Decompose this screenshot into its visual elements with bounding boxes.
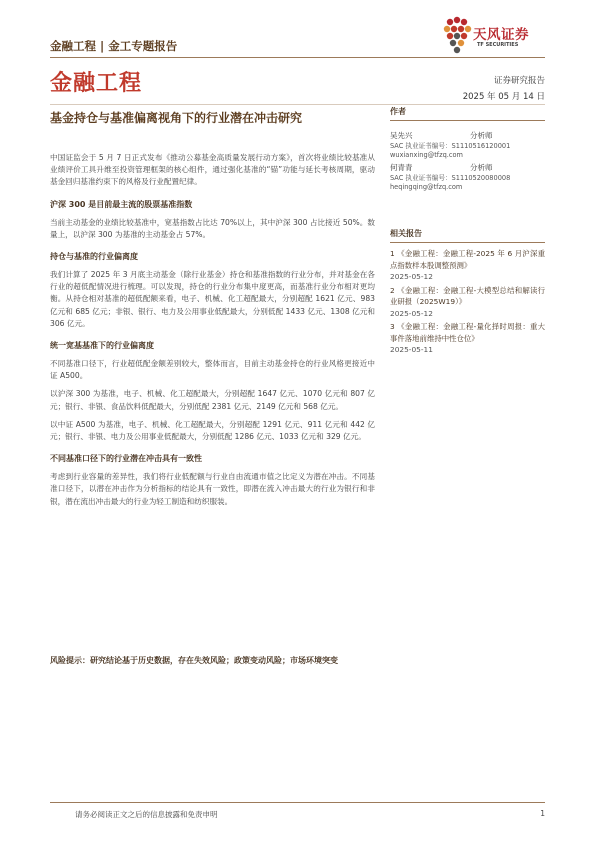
related-report-date: 2025-05-12	[390, 272, 433, 281]
section-paragraph: 不同基准口径下，行业超低配金额差别较大，整体而言，目前主动基金持仓的行业风格更接近中证 A500。	[50, 359, 375, 381]
related-report-date: 2025-05-12	[390, 308, 433, 318]
authors-heading: 作者	[390, 107, 406, 116]
related-report-link[interactable]: 3 《金融工程：金融工程-量化择时周报：重大事件落地前维持中性仓位》	[390, 322, 545, 343]
doc-date: 2025 年 05 月 14 日	[462, 92, 545, 102]
logo-text-en: TF SECURITIES	[477, 42, 519, 48]
author-email[interactable]: wuxianxing@tfzq.com	[390, 150, 463, 159]
related-report-link[interactable]: 2 《金融工程：金融工程-大模型总结和解读行业研报（2025W19）》	[390, 285, 545, 306]
title-divider	[50, 104, 545, 105]
related-heading: 相关报告	[390, 229, 422, 238]
intro-paragraph: 中国证监会于 5 月 7 日正式发布《推动公募基金高质量发展行动方案》，首次将业绩比较基准从业绩评价工具升维至投资管理框架的核心组件，通过强化基准的“锚”功能与延长考核周期，驱动基金回归基准约束下的风格及行业配置纪律。	[50, 153, 375, 187]
page-number: 1	[540, 809, 545, 818]
related-report-date: 2025-05-11	[390, 345, 433, 354]
section-heading: 不同基准口径下的行业潜在冲击具有一致性	[50, 454, 202, 464]
footer-disclaimer: 请务必阅读正文之后的信息披露和免责申明	[75, 810, 218, 819]
header-divider	[50, 57, 545, 58]
section-paragraph: 考虑到行业容量的差异性，我们将行业低配额与行业自由流通市值之比定义为潜在冲击。不同基准口径下，以潜在冲击作为分析指标的结论具有一致性，即潜在流入冲击最大的行业为银行和非银，潜在流出冲击最大的行业为轻工制造和纺织服装。	[50, 472, 375, 506]
author-email[interactable]: heqingqing@tfzq.com	[390, 182, 463, 191]
section-heading: 持仓与基准的行业偏离度	[50, 252, 138, 262]
author-entry	[390, 162, 545, 173]
section-paragraph: 以沪深 300 为基准，电子、机械、化工超配最大，分别超配 1647 亿元、1070 亿元和 807 亿元；银行、非银、食品饮料低配最大，分别低配 2381 亿元、2149 亿元和 568 亿元。	[50, 389, 375, 411]
section-paragraph: 以中证 A500 为基准，电子、机械、化工超配最大，分别超配 1291 亿元、911 亿元和 442 亿元；银行、非银、电力及公用事业低配最大，分别低配 1286 亿元、1033 亿元和 329 亿元。	[50, 419, 375, 442]
tf-securities-logo	[440, 16, 560, 56]
doc-type: 证券研究报告	[493, 76, 545, 86]
authors-panel	[390, 106, 545, 191]
report-title: 基金持仓与基准偏离视角下的行业潜在冲击研究	[50, 111, 303, 125]
header-category: 金融工程 | 金工专题报告	[50, 39, 178, 53]
author-name: 何青青	[390, 163, 413, 172]
author-license: SAC 执业证书编号：S1110520080008	[390, 174, 511, 182]
footer-divider	[50, 802, 545, 803]
related-reports-panel	[390, 228, 545, 356]
author-name: 吴先兴	[390, 131, 413, 140]
logo-text-cn: 天风证券	[473, 27, 529, 43]
author-role: 分析师	[470, 131, 493, 140]
section-heading: 沪深 300 是目前最主流的股票基准指数	[50, 199, 193, 209]
section-paragraph: 当前主动基金的业绩比较基准中，宽基指数占比达 70%以上，其中沪深 300 占比接近 50%。数量上，以沪深 300 为基准的主动基金占 57%。	[50, 217, 375, 239]
author-entry	[390, 130, 545, 141]
author-license: SAC 执业证书编号：S1110516120001	[390, 142, 511, 150]
logo-mark-icon	[440, 16, 474, 56]
section-paragraph: 我们计算了 2025 年 3 月底主动基金（除行业基金）持仓和基准指数的行业分布，并对基金在各行业的超低配情况进行梳理。可以发现，持仓的行业分布集中度更高，而基准行业分布相对更均衡。从持仓相对基准的超低配额来看，电子、机械、化工超配最大，分别超配 1621 亿元、983 亿元和 685 亿元；非银、银行、电力及公用事业低配最大，分别低配 1433 亿元、1308 亿元和 306 亿元。	[50, 270, 375, 328]
main-content	[50, 152, 375, 508]
author-role: 分析师	[470, 163, 493, 172]
page-title: 金融工程	[50, 71, 143, 96]
related-report-link[interactable]: 1 《金融工程：金融工程-2025 年 6 月沪深重点指数样本股调整预测》	[390, 249, 545, 270]
section-heading: 统一宽基基准下的行业偏离度	[50, 341, 154, 351]
risk-warning: 风险提示：研究结论基于历史数据，存在失效风险；政策变动风险；市场环境突变	[50, 656, 338, 665]
